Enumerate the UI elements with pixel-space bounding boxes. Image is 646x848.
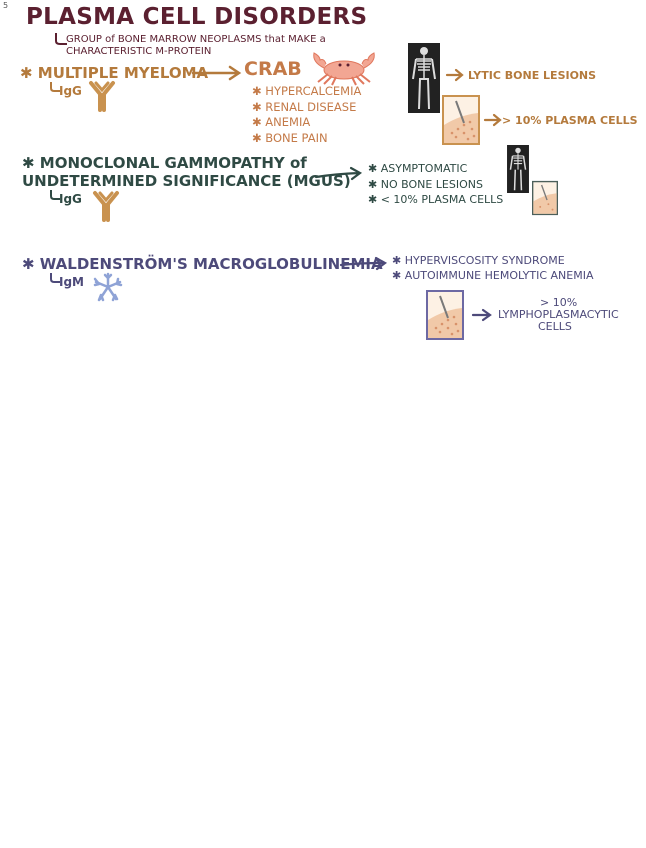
skeleton-icon: [408, 43, 440, 113]
bone-marrow-icon: [426, 289, 464, 341]
plasma-cells: > 10% PLASMA CELLS: [502, 114, 638, 127]
crab-label: CRAB: [244, 58, 302, 80]
asterisk-icon: ✱: [22, 154, 40, 172]
arrow-right-icon: [484, 114, 502, 126]
mgus-heading-line-2: UNDETERMINED SIGNIFICANCE (MGUS): [22, 172, 351, 190]
crab-item-hypercalcemia: ✱ HYPERCALCEMIA: [252, 84, 362, 98]
subtitle-line-2: CHARACTERISTIC M-PROTEIN: [66, 46, 212, 57]
page-number: 5: [3, 1, 9, 10]
arrow-right-icon: [340, 257, 388, 271]
arrow-right-icon: [446, 69, 464, 81]
crab-item-anemia: ✱ ANEMIA: [252, 115, 311, 129]
page-title: PLASMA CELL DISORDERS: [26, 4, 368, 30]
asterisk-icon: ✱: [20, 64, 38, 82]
arrow-right-icon: [315, 168, 363, 182]
bone-marrow-icon: [442, 95, 480, 145]
antibody-icon: [92, 190, 120, 222]
crab-icon: [306, 50, 382, 86]
myeloma-name: MULTIPLE MYELOMA: [37, 64, 209, 82]
igm-pentamer-icon: [92, 271, 124, 303]
lympho-line-3: CELLS: [538, 320, 572, 333]
crab-item-renal: ✱ RENAL DISEASE: [252, 100, 357, 114]
arrow-right-icon: [192, 66, 242, 80]
waldenstrom-feature-aiha: ✱ AUTOIMMUNE HEMOLYTIC ANEMIA: [392, 269, 594, 282]
crab-item-bone-pain: ✱ BONE PAIN: [252, 131, 328, 145]
antibody-icon: [88, 80, 116, 112]
skeleton-icon: [507, 145, 529, 193]
waldenstrom-antibody: IgM: [59, 275, 84, 289]
mgus-feature-no-bone-lesions: ✱ NO BONE LESIONS: [368, 178, 483, 191]
myeloma-antibody: IgG: [59, 84, 82, 98]
lytic-lesions: LYTIC BONE LESIONS: [468, 69, 597, 82]
waldenstrom-heading: ✱ WALDENSTRÖM'S MACROGLOBULINEMIA: [22, 255, 383, 273]
mgus-heading-line-1: ✱ MONOCLONAL GAMMOPATHY of: [22, 154, 307, 172]
mgus-antibody: IgG: [59, 192, 82, 206]
subtitle: [66, 34, 326, 58]
subtitle-line-1: GROUP of BONE MARROW NEOPLASMS that MAKE a: [66, 34, 326, 45]
asterisk-icon: ✱: [22, 255, 40, 273]
arrow-right-icon: [472, 309, 492, 321]
waldenstrom-feature-hyperviscosity: ✱ HYPERVISCOSITY SYNDROME: [392, 254, 565, 267]
mgus-feature-asymptomatic: ✱ ASYMPTOMATIC: [368, 162, 468, 175]
lympho-line-2: LYMPHOPLASMACYTIC: [498, 308, 619, 321]
mgus-feature-plasma: ✱ < 10% PLASMA CELLS: [368, 193, 504, 206]
bone-marrow-icon: [532, 180, 558, 216]
lympho-line-1: > 10%: [540, 296, 578, 309]
